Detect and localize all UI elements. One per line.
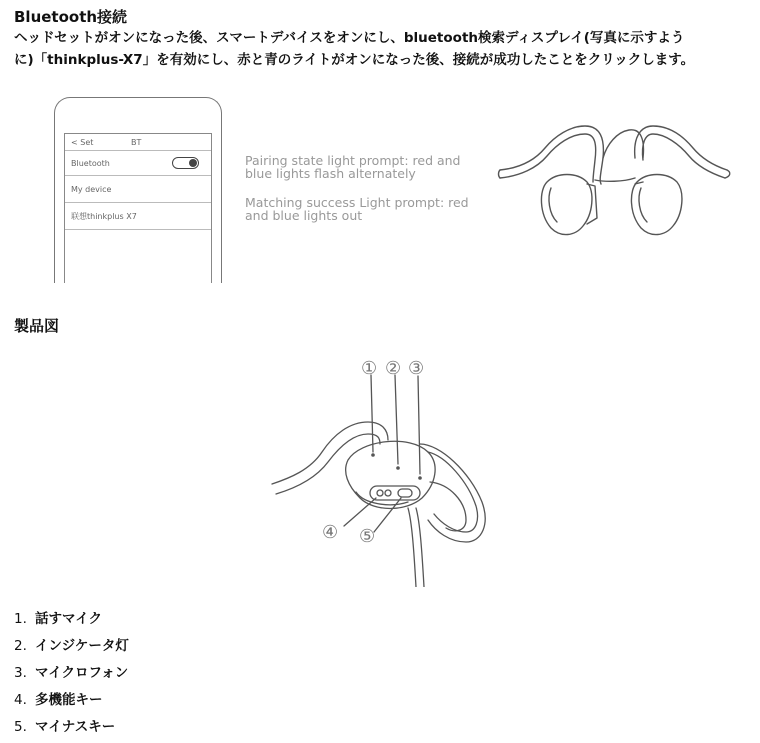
my-device-label: My device <box>71 185 112 194</box>
part-label: 多機能キー <box>35 692 103 708</box>
list-item: 1. 話すマイク <box>14 611 102 627</box>
instructions-line-1: ヘッドセットがオンになった後、スマートデバイスをオンにし、bluetooth検索ディスプレイ(写真に示すよう <box>14 30 685 46</box>
part-label: マイナスキー <box>35 719 116 735</box>
my-device-row <box>65 176 211 203</box>
bluetooth-row <box>65 151 211 176</box>
bluetooth-toggle-icon <box>172 157 199 169</box>
phone-screen <box>64 133 212 283</box>
screen-nav-bar <box>65 134 211 151</box>
callout-2: ② <box>385 358 402 379</box>
instructions-line-2: に)「thinkplus-X7」を有効にし、赤と青のライトがオンになった後、接続が成功したことをクリックします。 <box>14 52 695 68</box>
callout-3: ③ <box>408 358 425 379</box>
nav-back-label: < Set <box>71 138 94 147</box>
headset-illustration <box>495 118 735 248</box>
parts-list <box>14 606 129 741</box>
callout-5: ⑤ <box>359 526 376 547</box>
callout-4: ④ <box>322 522 339 543</box>
pairing-state-note <box>245 154 495 180</box>
matching-note-line-2: and blue lights out <box>245 208 363 223</box>
device-row <box>65 203 211 230</box>
product-diagram <box>270 352 510 587</box>
list-item: 3. マイクロフォン <box>14 665 129 681</box>
instructions-paragraph <box>14 27 754 71</box>
nav-title: BT <box>131 138 142 147</box>
part-label: マイクロフォン <box>35 665 129 681</box>
pairing-note-line-2: blue lights flash alternately <box>245 166 416 181</box>
callout-1: ① <box>361 358 378 379</box>
device-name-label: 联想thinkplus X7 <box>71 212 137 221</box>
part-label: 話すマイク <box>35 611 102 627</box>
matching-success-note <box>245 196 495 222</box>
bluetooth-label: Bluetooth <box>71 159 110 168</box>
list-item: 4. 多機能キー <box>14 692 103 708</box>
list-item: 2. インジケータ灯 <box>14 638 129 654</box>
matching-note-line-1: Matching success Light prompt: red <box>245 195 469 210</box>
section-title-product-diagram: 製品図 <box>14 317 60 335</box>
part-label: インジケータ灯 <box>35 638 129 654</box>
pairing-note-line-1: Pairing state light prompt: red and <box>245 153 461 168</box>
list-item: 5. マイナスキー <box>14 719 116 735</box>
section-title-bluetooth: Bluetooth接続 <box>14 8 128 26</box>
